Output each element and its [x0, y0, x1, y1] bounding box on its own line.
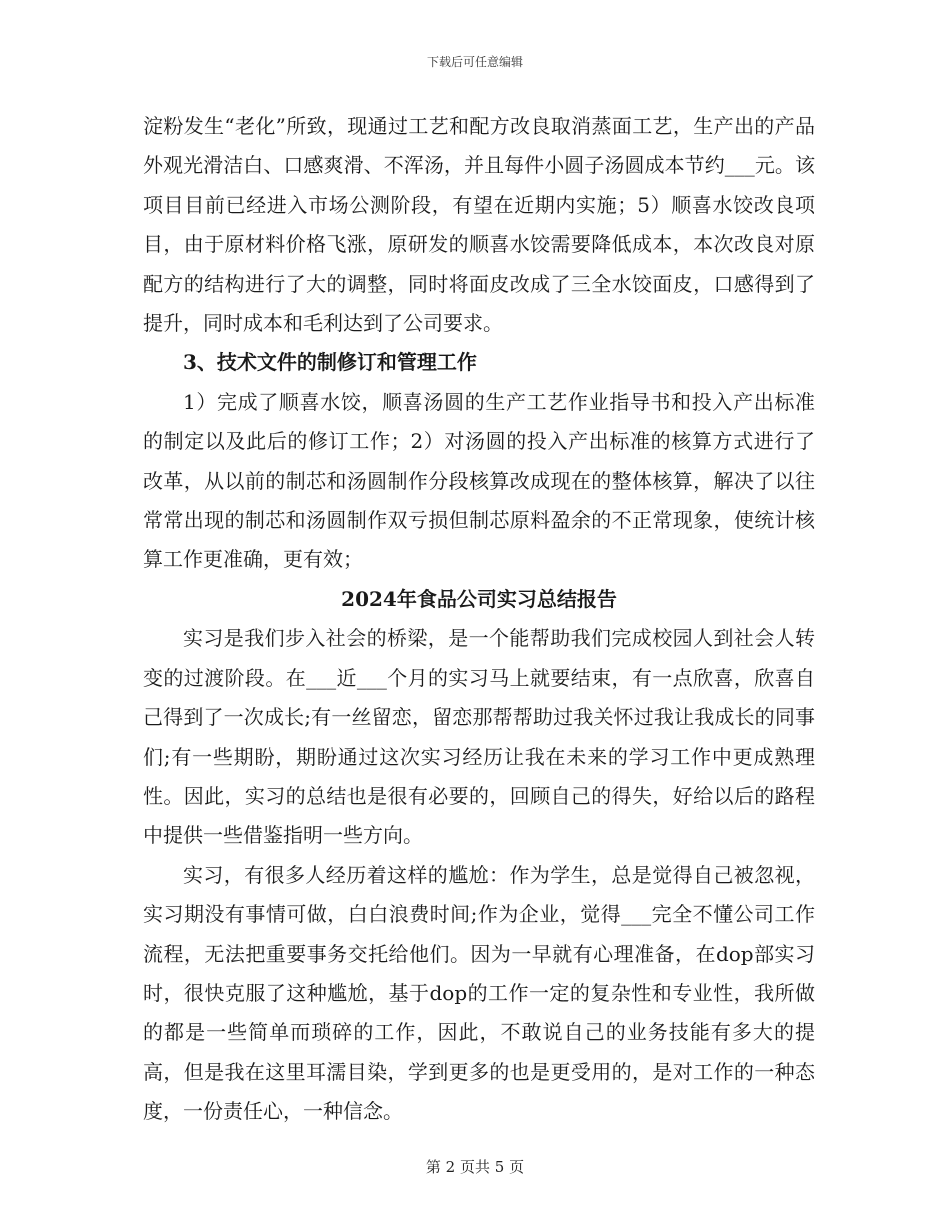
paragraph-continuation: 淀粉发生“老化”所致，现通过工艺和配方改良取消蒸面工艺，生产出的产品外观光滑洁白、口感爽滑、不浑汤，并且每件小圆子汤圆成本节约___元。该项目目前已经进入市场公测阶段，有望在近期内实施；5）顺喜水饺改良项目，由于原材料价格飞涨，原研发的顺喜水饺需要降低成本，本次改良对原配方的结构进行了大的调整，同时将面皮改成了三全水饺面皮，口感得到了提升，同时成本和毛利达到了公司要求。 — [143, 114, 815, 336]
paragraph-technical-documents: 1）完成了顺喜水饺，顺喜汤圆的生产工艺作业指导书和投入产出标准的制定以及此后的修订工作；2）对汤圆的投入产出标准的核算方式进行了改革，从以前的制芯和汤圆制作分段核算改成现在的整体核算，解决了以往常常出现的制芯和汤圆制作双亏损但制芯原料盈余的不正常现象，使统计核算工作更准确，更有效； — [143, 389, 815, 572]
paragraph-internship-intro: 实习是我们步入社会的桥梁，是一个能帮助我们完成校园人到社会人转变的过渡阶段。在___近___个月的实习马上就要结束，有一点欣喜，欣喜自己得到了一次成长;有一丝留恋，留恋那帮帮助过我关怀过我让我成长的同事们;有一些期盼，期盼通过这次实习经历让我在未来的学习工作中更成熟理性。因此，实习的总结也是很有必要的，回顾自己的得失，好给以后的路程中提供一些借鉴指明一些方向。 — [143, 626, 815, 848]
paragraph-internship-experience: 实习，有很多人经历着这样的尴尬：作为学生，总是觉得自己被忽视，实习期没有事情可做，白白浪费时间;作为企业，觉得___完全不懂公司工作流程，无法把重要事务交托给他们。因为一早就有心理准备，在dop部实习时，很快克服了这种尴尬，基于dop的工作一定的复杂性和专业性，我所做的都是一些简单而琐碎的工作，因此，不敢说自己的业务技能有多大的提高，但是我在这里耳濡目染，学到更多的也是更受用的，是对工作的一种态度，一份责任心，一种信念。 — [143, 862, 815, 1124]
document-body — [143, 107, 815, 1132]
report-title: 2024年食品公司实习总结报告 — [341, 586, 617, 611]
page-header: 下载后可任意编辑 — [426, 55, 523, 69]
page-footer: 第 2 页共 5 页 — [425, 1158, 525, 1176]
section-heading: 3、技术文件的制修订和管理工作 — [183, 350, 477, 375]
